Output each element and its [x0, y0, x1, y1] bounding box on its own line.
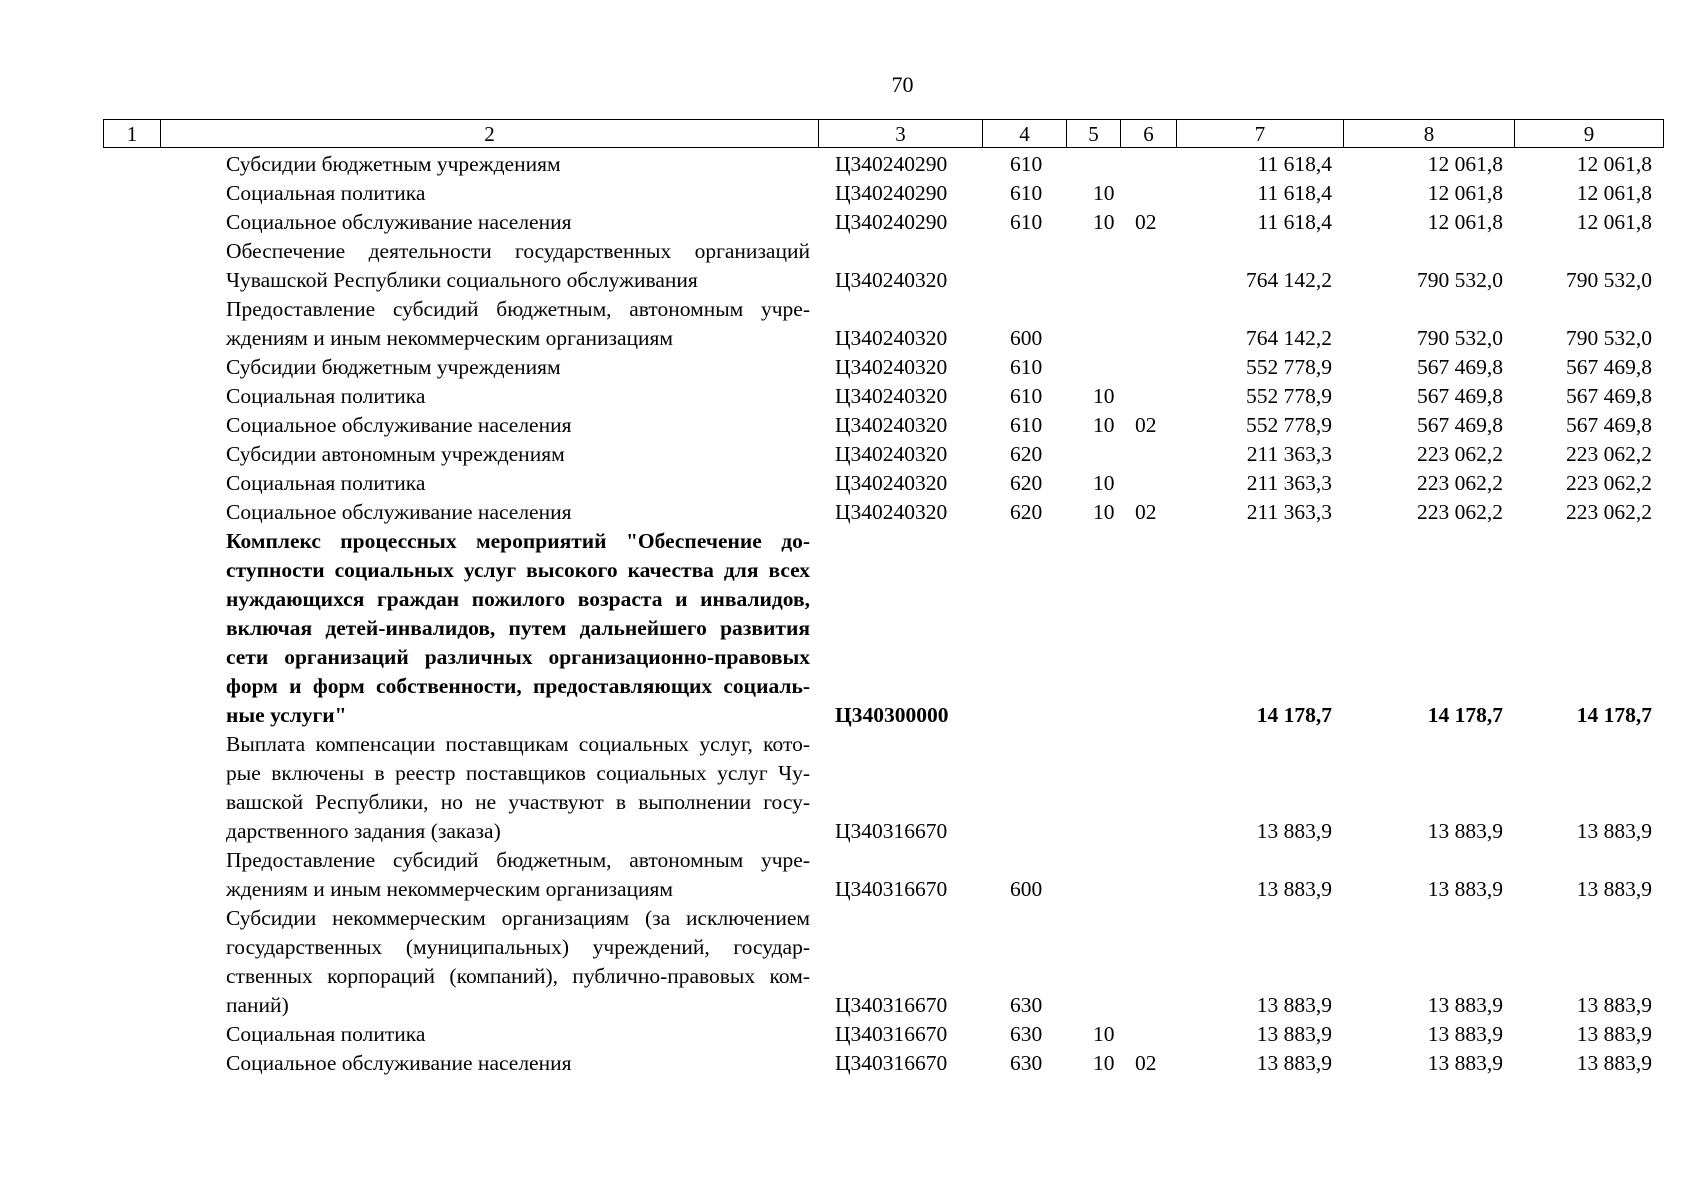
row-amount-col9: 12 061,8	[1576, 210, 1652, 234]
row-expense-type: 630	[1010, 1051, 1043, 1075]
row-subsection	[1120, 150, 1176, 179]
table-row	[103, 1020, 1663, 1049]
row-expense-type: 610	[1010, 152, 1043, 176]
row-amount-col9: 13 883,9	[1576, 1022, 1652, 1046]
row-amount-col7: 211 363,3	[1246, 500, 1332, 524]
row-col-1	[103, 498, 160, 527]
row-description: Социальная политика	[226, 1022, 426, 1046]
row-description: Субсидии бюджетным учреждениям	[226, 152, 561, 176]
row-amount-col9: 567 469,8	[1566, 384, 1652, 408]
row-expense-type: 630	[1010, 993, 1043, 1017]
row-col-1	[103, 1020, 160, 1049]
table-row	[103, 1049, 1663, 1078]
row-subsection	[1120, 295, 1176, 353]
row-target-code: Ц340300000	[835, 703, 949, 727]
row-amount-col8: 13 883,9	[1427, 877, 1503, 901]
row-amount-col7: 211 363,3	[1246, 471, 1332, 495]
header-col-3: 3	[819, 120, 983, 148]
row-target-code: Ц340240320	[835, 326, 948, 350]
row-subsection: 02	[1135, 210, 1157, 234]
column-number-header	[103, 119, 1664, 148]
row-col-1	[103, 382, 160, 411]
table-row	[103, 237, 1663, 295]
row-amount-col9: 567 469,8	[1566, 413, 1652, 437]
row-col-1	[103, 295, 160, 353]
row-section: 10	[1093, 413, 1115, 437]
row-amount-col7: 11 618,4	[1257, 181, 1332, 205]
row-amount-col9: 567 469,8	[1566, 355, 1652, 379]
row-section	[1066, 150, 1120, 179]
row-col-1	[103, 469, 160, 498]
row-amount-col8: 567 469,8	[1417, 355, 1503, 379]
row-description: Выплата компенсации поставщикам социальных услуг, кото- рые включены в реестр поставщиков социальных услуг Чу- вашской Республики, но не участвуют в выполнении госу- дарственного задания (заказа)	[226, 732, 810, 843]
row-subsection	[1120, 846, 1176, 904]
page-number: 70	[891, 72, 914, 97]
row-expense-type: 600	[1010, 326, 1043, 350]
row-section: 10	[1093, 1051, 1115, 1075]
row-col-1	[103, 411, 160, 440]
row-col-1	[103, 1049, 160, 1078]
row-target-code: Ц340240320	[835, 500, 948, 524]
row-expense-type: 610	[1010, 210, 1043, 234]
row-amount-col7: 764 142,2	[1246, 326, 1332, 350]
row-subsection	[1120, 179, 1176, 208]
row-amount-col8: 223 062,2	[1417, 471, 1503, 495]
row-col-1	[103, 846, 160, 904]
row-amount-col7: 764 142,2	[1246, 268, 1332, 292]
row-subsection	[1120, 382, 1176, 411]
row-target-code: Ц340240320	[835, 442, 948, 466]
row-description: Социальная политика	[226, 181, 426, 205]
table-row	[103, 498, 1663, 527]
table-row	[103, 440, 1663, 469]
row-amount-col8: 567 469,8	[1417, 413, 1503, 437]
row-amount-col8: 13 883,9	[1427, 1051, 1503, 1075]
row-section: 10	[1093, 210, 1115, 234]
row-target-code: Ц340240290	[835, 152, 948, 176]
row-target-code: Ц340316670	[835, 819, 948, 843]
row-subsection	[1120, 730, 1176, 846]
row-col-1	[103, 179, 160, 208]
row-amount-col8: 790 532,0	[1417, 326, 1503, 350]
row-description: Предоставление субсидий бюджетным, автономным учре- ждениям и иным некоммерческим организациям	[226, 297, 810, 350]
row-amount-col8: 13 883,9	[1427, 993, 1503, 1017]
row-target-code: Ц340240320	[835, 384, 948, 408]
row-section	[1066, 237, 1120, 295]
row-amount-col8: 12 061,8	[1427, 210, 1503, 234]
row-amount-col9: 13 883,9	[1576, 1051, 1652, 1075]
table-row	[103, 208, 1663, 237]
row-target-code: Ц340240320	[835, 471, 948, 495]
row-amount-col9: 223 062,2	[1566, 442, 1652, 466]
row-col-1	[103, 527, 160, 730]
header-col-9: 9	[1515, 120, 1664, 148]
row-description: Предоставление субсидий бюджетным, автономным учре- ждениям и иным некоммерческим организациям	[226, 848, 810, 901]
row-amount-col7: 552 778,9	[1246, 413, 1332, 437]
row-description: Социальное обслуживание населения	[226, 500, 572, 524]
row-col-1	[103, 904, 160, 1020]
row-description: Социальное обслуживание населения	[226, 210, 572, 234]
row-description: Социальное обслуживание населения	[226, 1051, 572, 1075]
row-target-code: Ц340240320	[835, 413, 948, 437]
row-section	[1066, 730, 1120, 846]
table-row	[103, 295, 1663, 353]
row-col-1	[103, 237, 160, 295]
row-subsection	[1120, 237, 1176, 295]
table-row	[103, 527, 1663, 730]
header-col-5: 5	[1067, 120, 1121, 148]
table-row	[103, 469, 1663, 498]
row-section: 10	[1093, 471, 1115, 495]
row-amount-col7: 552 778,9	[1246, 355, 1332, 379]
row-amount-col9: 790 532,0	[1566, 268, 1652, 292]
row-col-1	[103, 730, 160, 846]
row-col-1	[103, 208, 160, 237]
row-subsection	[1120, 353, 1176, 382]
row-col-1	[103, 440, 160, 469]
row-amount-col9: 12 061,8	[1576, 181, 1652, 205]
row-col-1	[103, 353, 160, 382]
row-subsection	[1120, 440, 1176, 469]
header-col-7: 7	[1177, 120, 1344, 148]
budget-table	[103, 150, 1663, 1078]
row-expense-type: 610	[1010, 384, 1043, 408]
header-col-2: 2	[161, 120, 819, 148]
table-row	[103, 179, 1663, 208]
row-col-1	[103, 150, 160, 179]
header-col-8: 8	[1344, 120, 1515, 148]
row-amount-col9: 223 062,2	[1566, 471, 1652, 495]
row-subsection	[1120, 527, 1176, 730]
row-amount-col8: 223 062,2	[1417, 500, 1503, 524]
row-expense-type: 620	[1010, 500, 1043, 524]
table-row	[103, 904, 1663, 1020]
row-target-code: Ц340316670	[835, 993, 948, 1017]
row-section	[1066, 904, 1120, 1020]
row-description: Обеспечение деятельности государственных организаций Чувашской Республики социального обслуживания	[226, 239, 810, 292]
row-amount-col8: 13 883,9	[1427, 1022, 1503, 1046]
row-expense-type: 620	[1010, 442, 1043, 466]
row-expense-type: 620	[1010, 471, 1043, 495]
row-amount-col8: 13 883,9	[1427, 819, 1503, 843]
row-description: Субсидии некоммерческим организациям (за исключением государственных (муниципальных) учреждений, государ- ственных корпораций (компаний), публично-правовых ком- паний)	[226, 906, 810, 1017]
row-amount-col7: 211 363,3	[1246, 442, 1332, 466]
row-amount-col9: 13 883,9	[1576, 819, 1652, 843]
row-section: 10	[1093, 384, 1115, 408]
row-target-code: Ц340240290	[835, 210, 948, 234]
row-amount-col8: 223 062,2	[1417, 442, 1503, 466]
row-target-code: Ц340240290	[835, 181, 948, 205]
row-amount-col7: 13 883,9	[1256, 993, 1332, 1017]
row-amount-col7: 11 618,4	[1257, 210, 1332, 234]
row-target-code: Ц340316670	[835, 877, 948, 901]
row-section: 10	[1093, 1022, 1115, 1046]
row-amount-col7: 13 883,9	[1256, 1022, 1332, 1046]
row-subsection: 02	[1135, 1051, 1157, 1075]
row-section	[1066, 527, 1120, 730]
row-amount-col7: 13 883,9	[1256, 1051, 1332, 1075]
row-expense-type: 610	[1010, 181, 1043, 205]
table-row	[103, 411, 1663, 440]
row-target-code: Ц340316670	[835, 1051, 948, 1075]
row-subsection	[1120, 904, 1176, 1020]
row-expense-type: 610	[1010, 413, 1043, 437]
row-target-code: Ц340316670	[835, 1022, 948, 1046]
row-target-code: Ц340240320	[835, 355, 948, 379]
row-amount-col7: 13 883,9	[1256, 877, 1332, 901]
row-description: Социальная политика	[226, 384, 426, 408]
row-amount-col7: 11 618,4	[1257, 152, 1332, 176]
table-row	[103, 730, 1663, 846]
row-amount-col7: 14 178,7	[1256, 703, 1332, 727]
row-subsection	[1120, 1020, 1176, 1049]
row-amount-col9: 223 062,2	[1566, 500, 1652, 524]
row-section	[1066, 440, 1120, 469]
row-amount-col8: 14 178,7	[1427, 703, 1503, 727]
header-col-1: 1	[104, 120, 161, 148]
row-section	[1066, 353, 1120, 382]
row-description: Социальная политика	[226, 471, 426, 495]
row-amount-col7: 13 883,9	[1256, 819, 1332, 843]
row-expense-type	[982, 730, 1066, 846]
row-expense-type: 630	[1010, 1022, 1043, 1046]
row-target-code: Ц340240320	[835, 268, 948, 292]
row-amount-col8: 12 061,8	[1427, 181, 1503, 205]
row-section	[1066, 846, 1120, 904]
row-description: Комплекс процессных мероприятий "Обеспечение до- ступности социальных услуг высокого качества для всех нуждающихся граждан пожилого возраста и инвалидов, включая детей-инвалидов, путем дальнейшего развития сети организаций различных организационно-правовых форм и форм собственности, предоставляющих социаль- ные услуги"	[226, 529, 810, 727]
row-amount-col8: 790 532,0	[1417, 268, 1503, 292]
header-col-4: 4	[983, 120, 1067, 148]
row-description: Субсидии бюджетным учреждениям	[226, 355, 561, 379]
table-row	[103, 150, 1663, 179]
table-row	[103, 382, 1663, 411]
row-subsection	[1120, 469, 1176, 498]
row-section: 10	[1093, 500, 1115, 524]
header-col-6: 6	[1121, 120, 1177, 148]
row-amount-col9: 12 061,8	[1576, 152, 1652, 176]
row-expense-type	[982, 527, 1066, 730]
row-amount-col8: 567 469,8	[1417, 384, 1503, 408]
row-expense-type	[982, 237, 1066, 295]
row-description: Социальное обслуживание населения	[226, 413, 572, 437]
row-amount-col9: 13 883,9	[1576, 877, 1652, 901]
row-section: 10	[1093, 181, 1115, 205]
row-amount-col9: 13 883,9	[1576, 993, 1652, 1017]
row-description: Субсидии автономным учреждениям	[226, 442, 565, 466]
row-amount-col7: 552 778,9	[1246, 384, 1332, 408]
row-amount-col8: 12 061,8	[1427, 152, 1503, 176]
table-row	[103, 353, 1663, 382]
row-amount-col9: 790 532,0	[1566, 326, 1652, 350]
row-section	[1066, 295, 1120, 353]
row-subsection: 02	[1135, 500, 1157, 524]
row-expense-type: 600	[1010, 877, 1043, 901]
row-amount-col9: 14 178,7	[1576, 703, 1652, 727]
row-expense-type: 610	[1010, 355, 1043, 379]
row-subsection: 02	[1135, 413, 1157, 437]
table-row	[103, 846, 1663, 904]
